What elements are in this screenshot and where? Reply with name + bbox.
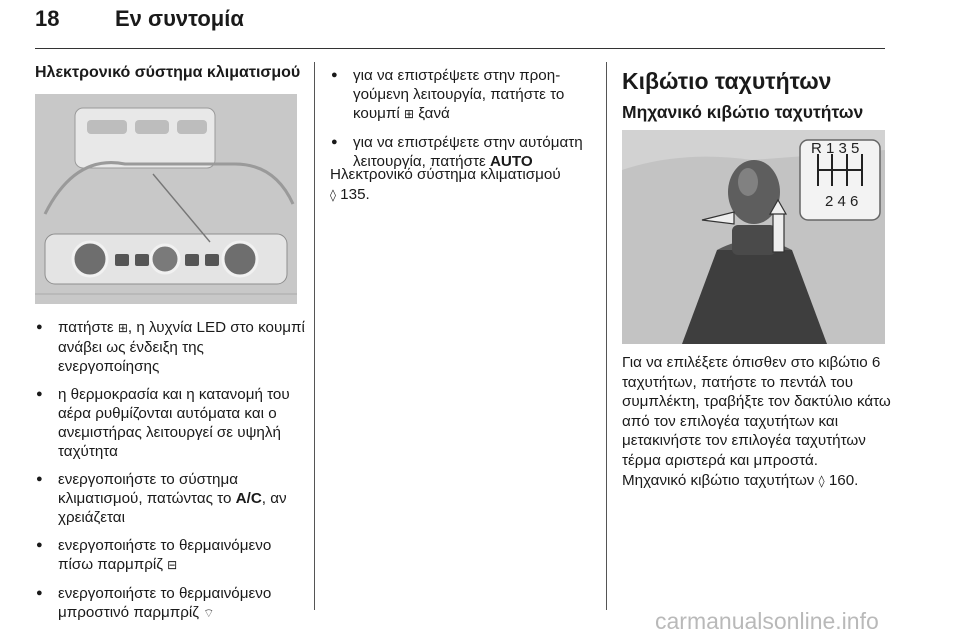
list-item: ● η θερμοκρασία και η κατανομή του αέρα ρυθμίζονται αυτόματα και ο ανεμιστήρας λειτουργεί σε υψηλή ταχύτητα bbox=[35, 385, 307, 461]
return-mode-bullet-list bbox=[330, 66, 598, 180]
list-item: ● για να επιστρέψετε στην προηγούμενη λειτουργία, πατήστε το κουμπί ⊞ ξανά bbox=[330, 66, 598, 124]
climate-section-heading: Ηλεκτρονικό σύστημα κλιματισμού bbox=[35, 64, 301, 81]
gear-lever-photo bbox=[622, 130, 885, 344]
page-number: 18 bbox=[35, 6, 60, 31]
list-item: ● ενεργοποιήστε το θερμαινόμενο μπροστινό παρμπρίζ ⌔ bbox=[35, 584, 307, 623]
shift-pattern-bottom-label: 2 4 6 bbox=[825, 193, 859, 210]
manual-gearbox-subheading: Μηχανικό κιβώτιο ταχυτήτων bbox=[622, 102, 864, 122]
list-item: ● πατήστε ⊞, η λυχνία LED στο κουμπί ανάβει ως ένδειξη της ενεργοποίησης bbox=[35, 318, 307, 376]
column-divider-right bbox=[606, 62, 607, 610]
gearbox-cross-reference[interactable]: Μηχανικό κιβώτιο ταχυτήτων ◊ 160. bbox=[622, 472, 859, 489]
page-ref-icon: ◊ bbox=[818, 474, 825, 488]
gearbox-heading: Κιβώτιο ταχυτήτων bbox=[622, 68, 832, 94]
header-rule bbox=[35, 48, 885, 49]
climate-control-photo bbox=[35, 94, 297, 304]
watermark: carmanualsonline.info bbox=[655, 608, 879, 634]
max-ac-icon: ⊞ bbox=[403, 107, 415, 121]
list-item: ● ενεργοποιήστε το θερμαινόμενο πίσω παρμπρίζ ⊟ bbox=[35, 536, 307, 575]
page-ref-icon: ◊ bbox=[330, 187, 336, 202]
climate-cross-reference[interactable]: Ηλεκτρονικό σύστημα κλιματισμού ◊ 135. bbox=[330, 166, 561, 203]
page-title: Εν συντομία bbox=[115, 6, 244, 31]
list-item: ● για να επιστρέψετε στην αυτόματη λειτουργία, πατήστε AUTO bbox=[330, 133, 598, 171]
list-item: ● ενεργοποιήστε το σύστημα κλιματισμού, πατώντας το A/C, αν χρειάζεται bbox=[35, 470, 307, 527]
column-divider-left bbox=[314, 62, 315, 610]
climate-bullet-list bbox=[35, 318, 307, 632]
max-ac-icon: ⊞ bbox=[117, 321, 128, 335]
front-defrost-icon: ⌔ bbox=[203, 606, 215, 620]
reverse-gear-instructions: Για να επιλέξετε όπισθεν στο κιβώτιο 6 ταχυτήτων, πατήστε το πεντάλ του συμπλέκτη, τραβήξτε τον δακτύλιο κάτω από τον επιλογέα ταχυτήτων και μετακινήστε τον επιλογέα ταχυτήτων τέρμα αριστερά και μπροστά. bbox=[622, 354, 891, 469]
shift-pattern-top-label: R 1 3 5 bbox=[811, 140, 860, 157]
rear-defrost-icon: ⊟ bbox=[167, 558, 178, 572]
